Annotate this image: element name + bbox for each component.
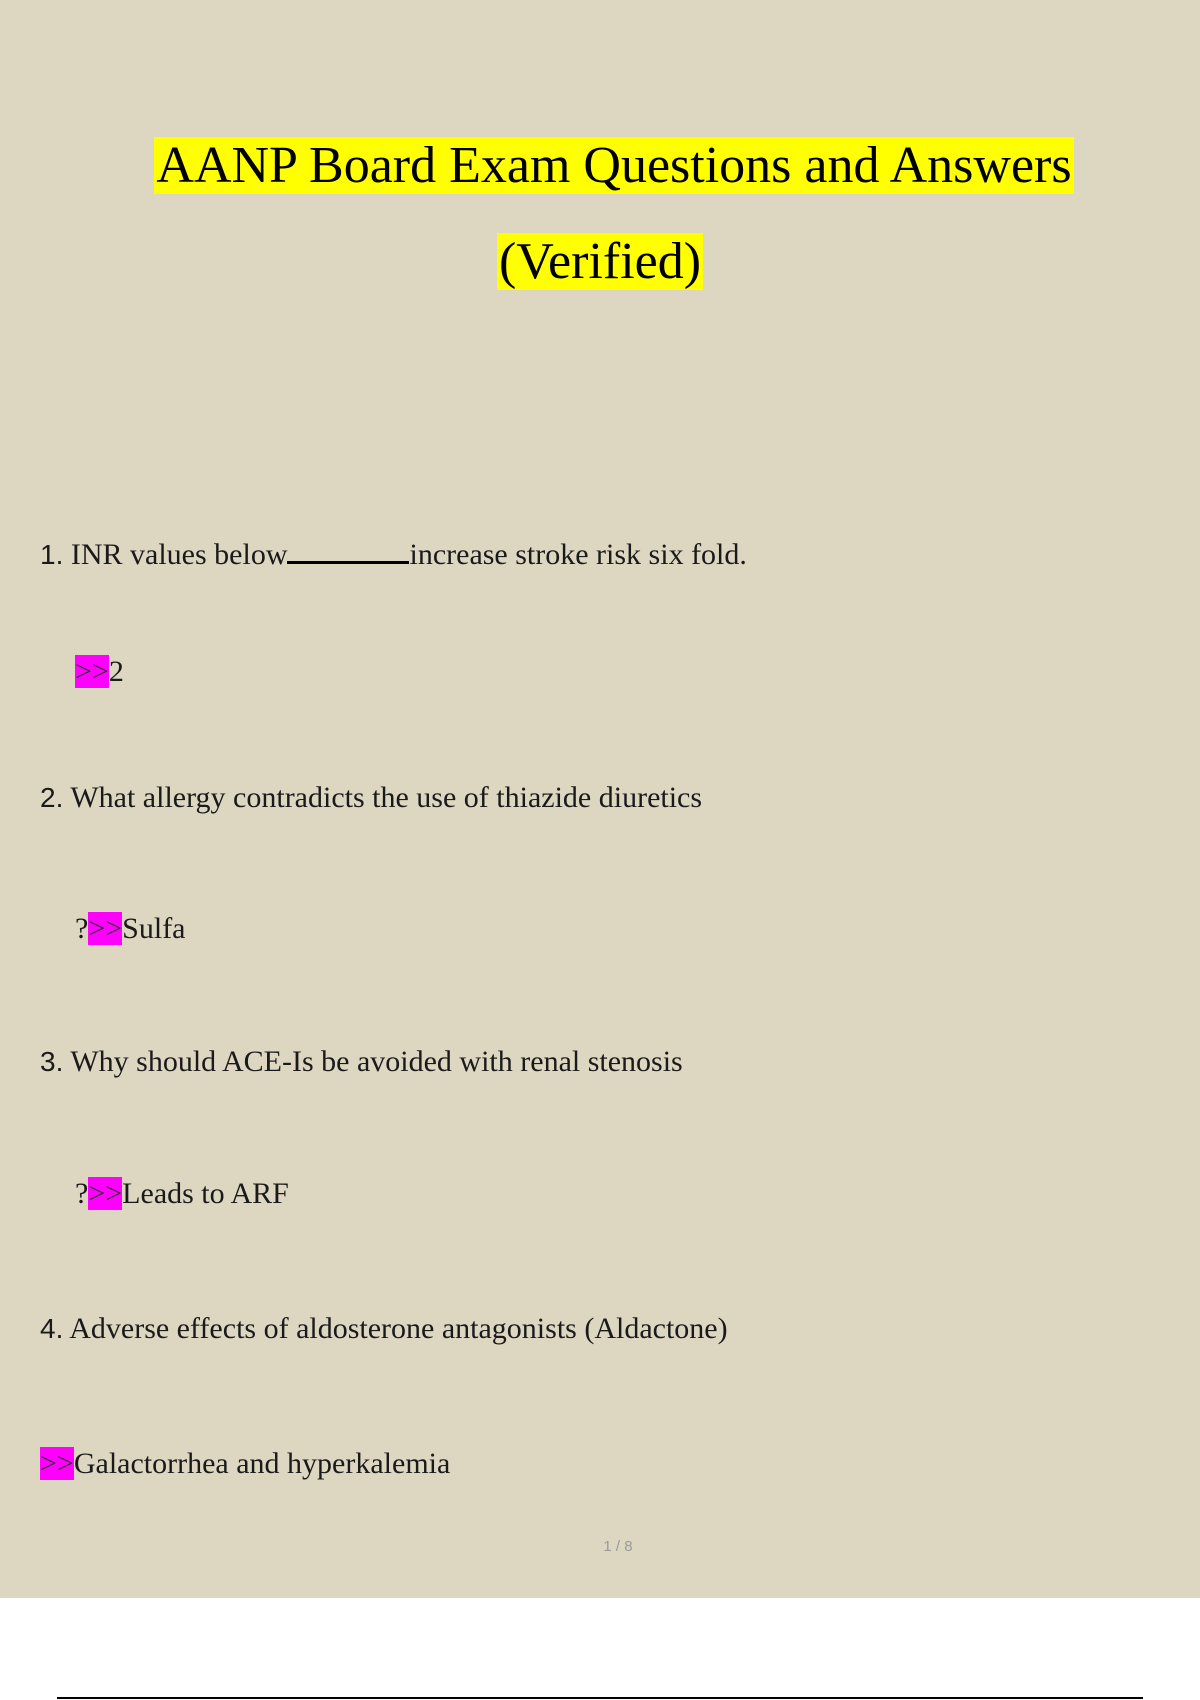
question-number: 4. <box>40 1313 64 1344</box>
answer-4 <box>40 1446 450 1482</box>
answer-text: Galactorrhea and hyperkalemia <box>73 1447 451 1480</box>
question-3 <box>40 1044 683 1080</box>
answer-2 <box>75 911 186 947</box>
question-text-after: increase stroke risk six fold. <box>409 538 747 571</box>
question-text: Adverse effects of aldosterone antagonists (Aldactone) <box>69 1312 728 1345</box>
answer-3 <box>75 1176 289 1212</box>
title-line-1: AANP Board Exam Questions and Answers <box>156 137 1072 194</box>
answer-prefix: ? <box>75 912 89 945</box>
answer-prefix: ? <box>75 1177 89 1210</box>
answer-text: 2 <box>108 655 124 688</box>
answer-1 <box>75 654 124 690</box>
question-text-before: INR values below <box>70 538 288 571</box>
answer-text: Sulfa <box>122 912 186 945</box>
page-title <box>14 133 1200 199</box>
page-indicator: 1 / 8 <box>603 1538 633 1555</box>
question-number: 1. <box>40 539 64 570</box>
question-text: What allergy contradicts the use of thiazide diuretics <box>70 781 703 814</box>
question-4 <box>40 1311 728 1347</box>
answer-marker: >> <box>88 1177 123 1210</box>
question-number: 3. <box>40 1046 64 1077</box>
question-number: 2. <box>40 782 64 813</box>
answer-marker: >> <box>40 1447 74 1480</box>
fill-in-blank <box>287 537 409 564</box>
page-subtitle <box>0 229 1200 295</box>
answer-marker: >> <box>75 655 109 688</box>
question-text: Why should ACE-Is be avoided with renal stenosis <box>70 1045 683 1078</box>
question-1 <box>40 537 747 573</box>
question-2 <box>40 780 702 816</box>
answer-text: Leads to ARF <box>122 1177 289 1210</box>
title-line-2: (Verified) <box>498 233 702 290</box>
answer-marker: >> <box>88 912 123 945</box>
next-page-divider <box>57 1697 1143 1699</box>
